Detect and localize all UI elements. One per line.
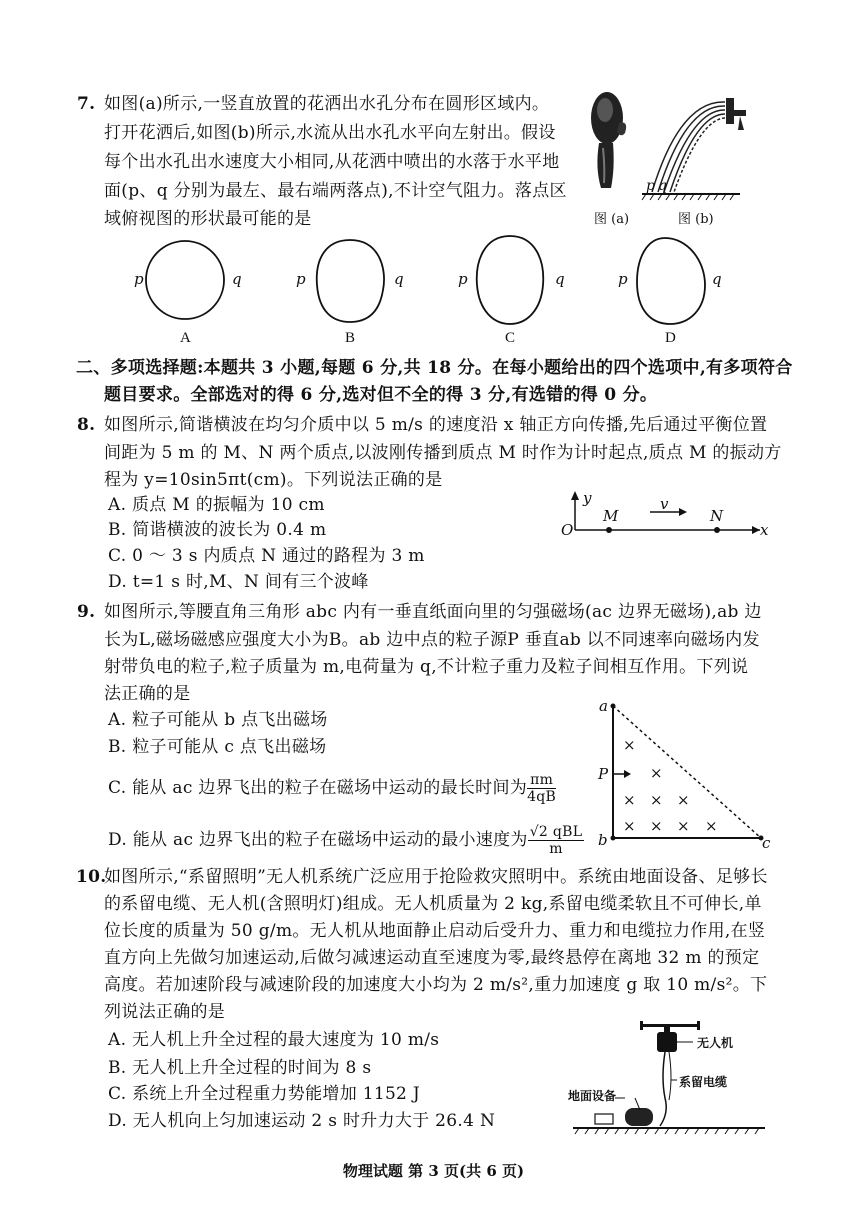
q7-option-a-q: q: [232, 270, 242, 288]
q7-line-4: 面(p、q 分别为最左、最右端两落点),不计空气阻力。落点区: [104, 181, 567, 201]
q7-option-d-q: q: [712, 270, 722, 288]
q10-line-4: 直方向上先做匀加速运动,后做匀减速运动直至速度为零,最终悬停在离地 32 m 的预定: [104, 948, 760, 968]
section2-header-line-1: 二、多项选择题:本题共 3 小题,每题 6 分,共 18 分。在每小题给出的四个选项中,有多项符合: [76, 358, 793, 378]
q7-option-d-shape: [625, 230, 715, 330]
q9-field-cross: ×: [650, 791, 663, 809]
q9-field-cross: ×: [677, 817, 690, 835]
q7-figure-b-caption: 图 (b): [678, 212, 714, 227]
q7-number: 7.: [77, 94, 96, 114]
q9-field-cross: ×: [623, 817, 636, 835]
q10-option-c: C. 系统上升全过程重力势能增加 1152 J: [108, 1084, 420, 1104]
q9-fig-b-label: b: [598, 831, 608, 849]
q10-option-d: D. 无人机向上匀加速运动 2 s 时升力大于 26.4 N: [108, 1111, 496, 1131]
q7-option-b-q: q: [394, 270, 404, 288]
q7-option-c-q: q: [555, 270, 565, 288]
q9-line-3: 射带负电的粒子,粒子质量为 m,电荷量为 q,不计粒子重力及粒子间相互作用。下列说: [104, 657, 749, 677]
q8-fig-m-label: M: [603, 507, 619, 525]
q10-fig-drone-label: 无人机: [697, 1036, 734, 1050]
q9-option-d-denominator: m: [549, 841, 563, 857]
page-footer: 物理试题 第 3 页(共 6 页): [342, 1162, 525, 1180]
q10-fig-ground-label: 地面设备: [568, 1089, 617, 1103]
q7-option-b-shape: [305, 230, 395, 330]
q10-option-a: A. 无人机上升全过程的最大速度为 10 m/s: [108, 1030, 440, 1050]
q7-figure-a-caption: 图 (a): [594, 212, 630, 227]
q9-option-c-denominator: 4qB: [527, 789, 557, 805]
q9-option-c-numerator: πm: [527, 772, 556, 789]
q9-fig-p-label: P: [598, 765, 609, 783]
q9-field-cross: ×: [677, 791, 690, 809]
q9-field-cross: ×: [623, 736, 636, 754]
q9-line-4: 法正确的是: [104, 684, 191, 704]
q7-line-5: 域俯视图的形状最可能的是: [104, 209, 312, 229]
q9-fig-a-label: a: [599, 697, 608, 715]
q10-option-b: B. 无人机上升全过程的时间为 8 s: [108, 1058, 372, 1078]
q9-field-cross: ×: [650, 817, 663, 835]
q9-option-d-fraction: [528, 824, 585, 857]
q9-option-c-text: C. 能从 ac 边界飞出的粒子在磁场中运动的最长时间为: [108, 778, 528, 798]
q9-field-cross: ×: [650, 764, 663, 782]
q9-option-b: B. 粒子可能从 c 点飞出磁场: [108, 737, 327, 757]
q9-number: 9.: [77, 602, 96, 622]
q9-line-1: 如图所示,等腰直角三角形 abc 内有一垂直纸面向里的匀强磁场(ac 边界无磁场),ab 边: [104, 602, 762, 622]
q8-option-a: A. 质点 M 的振幅为 10 cm: [108, 495, 325, 515]
q7-option-b-p: p: [296, 270, 306, 288]
q10-line-6: 列说法正确的是: [104, 1002, 226, 1022]
q7-option-c-shape: [465, 230, 555, 330]
q7-figure-b-p-label: p: [646, 178, 655, 194]
q9-option-d-text: D. 能从 ac 边界飞出的粒子在磁场中运动的最小速度为: [108, 830, 528, 850]
q9-option-c: [108, 772, 556, 805]
q9-option-d: [108, 824, 584, 857]
q7-line-1: 如图(a)所示,一竖直放置的花洒出水孔分布在圆形区域内。: [104, 94, 550, 114]
q10-line-2: 的系留电缆、无人机(含照明灯)组成。无人机质量为 2 kg,系留电缆柔软且不可伸长,单: [104, 894, 762, 914]
q8-option-b: B. 简谐横波的波长为 0.4 m: [108, 520, 327, 540]
q7-line-2: 打开花洒后,如图(b)所示,水流从出水孔水平向左射出。假设: [104, 123, 556, 143]
q8-line-1: 如图所示,简谐横波在均匀介质中以 5 m/s 的速度沿 x 轴正方向传播,先后通过平衡位置: [104, 415, 768, 435]
q8-fig-origin-label: O: [561, 521, 574, 539]
q8-fig-n-label: N: [710, 507, 724, 525]
q10-line-3: 位长度的质量为 50 g/m。无人机从地面静止启动后受升力、重力和电缆拉力作用,在竖: [104, 921, 766, 941]
q8-fig-y-label: y: [583, 489, 592, 507]
q7-option-a-shape: [140, 230, 230, 330]
q8-fig-x-label: x: [760, 521, 769, 539]
q7-option-d-p: p: [618, 270, 628, 288]
q9-option-c-fraction: [527, 772, 556, 805]
q9-field-cross: ×: [623, 791, 636, 809]
q10-number: 10.: [76, 867, 107, 887]
q7-option-c-p: p: [458, 270, 468, 288]
q10-fig-cable-label: 系留电缆: [679, 1075, 728, 1089]
q7-figure-b-q-label: q: [658, 178, 667, 194]
q9-field-cross: ×: [705, 817, 718, 835]
q8-option-d: D. t=1 s 时,M、N 间有三个波峰: [108, 572, 369, 592]
q7-option-c-letter: C: [505, 330, 516, 346]
q8-line-3: 程为 y=10sin5πt(cm)。下列说法正确的是: [104, 470, 443, 490]
q9-fig-c-label: c: [762, 834, 771, 852]
q10-figure-tethered-drone: [565, 1018, 775, 1138]
q10-line-5: 高度。若加速阶段与减速阶段的加速度大小均为 2 m/s²,重力加速度 g 取 10 m/s²。下: [104, 975, 768, 995]
q9-line-2: 长为L,磁场磁感应强度大小为B。ab 边中点的粒子源P 垂直ab 以不同速率向磁场内发: [104, 630, 760, 650]
q8-option-c: C. 0 ～ 3 s 内质点 N 通过的路程为 3 m: [108, 546, 425, 566]
q7-figure-a-shower-head: [585, 88, 645, 198]
q7-option-a-letter: A: [180, 330, 191, 346]
q7-option-d-letter: D: [665, 330, 676, 346]
q10-line-1: 如图所示,“系留照明”无人机系统广泛应用于抢险救灾照明中。系统由地面设备、足够长: [104, 867, 768, 887]
q7-option-a-p: p: [134, 270, 144, 288]
q8-number: 8.: [77, 415, 96, 435]
q9-option-d-numerator: √2 qBL: [529, 824, 583, 840]
q9-option-a: A. 粒子可能从 b 点飞出磁场: [108, 710, 328, 730]
q8-line-2: 间距为 5 m 的 M、N 两个质点,以波刚传播到质点 M 时作为计时起点,质点 M 的振动方: [104, 443, 782, 463]
q8-fig-v-label: v: [660, 495, 669, 513]
q7-option-b-letter: B: [345, 330, 356, 346]
section2-header-line-2: 题目要求。全部选对的得 6 分,选对但不全的得 3 分,有选错的得 0 分。: [104, 385, 658, 405]
q7-line-3: 每个出水孔出水速度大小相同,从花洒中喷出的水落于水平地: [104, 152, 560, 172]
